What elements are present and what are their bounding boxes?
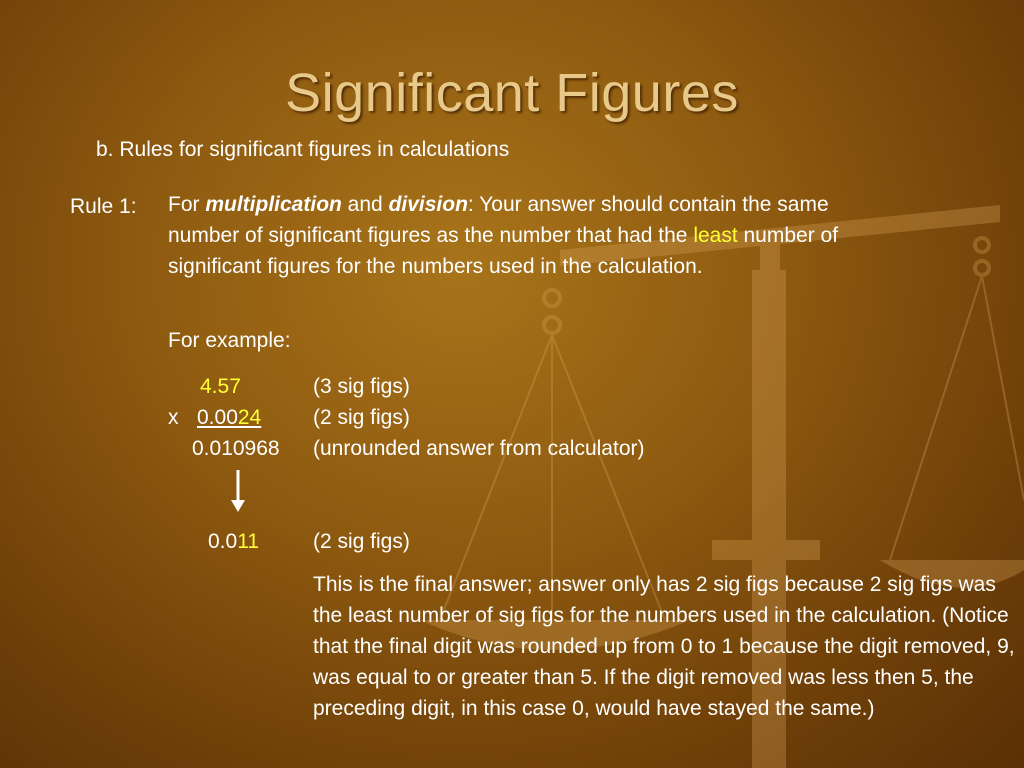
example-value-2 xyxy=(197,402,261,433)
rule-text-part: : Your answer should contain the same number of significant figures as the number that had the xyxy=(168,193,829,247)
slide-subtitle: b. Rules for significant figures in calculations xyxy=(96,138,510,161)
rule-term-multiplication: multiplication xyxy=(205,193,342,216)
example-value-3: 0.010968 xyxy=(192,437,280,460)
example-value-2-plain: 0.00 xyxy=(197,406,238,429)
example-result-plain: 0.0 xyxy=(208,530,238,553)
example-comment-1: (3 sig figs) xyxy=(313,375,410,398)
slide-title: Significant Figures xyxy=(285,63,739,123)
example-label: For example: xyxy=(168,329,291,352)
rule-text-part: For xyxy=(168,193,206,216)
example-result-highlight: 11 xyxy=(237,530,260,553)
rule-description xyxy=(168,189,898,282)
down-arrow-icon xyxy=(228,468,248,514)
example-comment-4: (2 sig figs) xyxy=(313,530,410,553)
example-comment-3: (unrounded answer from calculator) xyxy=(313,437,645,460)
rule-label: Rule 1: xyxy=(70,195,137,218)
example-value-1: 4.57 xyxy=(200,375,241,398)
example-result xyxy=(208,526,259,557)
rule-term-least: least xyxy=(693,224,738,247)
rule-text-part: and xyxy=(341,193,389,216)
rule-text-part: number of significant figures for the numbers used in the calculation. xyxy=(168,224,839,278)
multiply-sign: x xyxy=(168,406,179,429)
final-explanation: This is the final answer; answer only has 2 sig figs because 2 sig figs was the least number of sig figs for the numbers used in the calculation. (Notice that the final digit was rounded up from 0 to 1 because the digit removed, 9, was equal to or greater than 5. If the digit removed was less then 5, the preceding digit, in this case 0, would have stayed the same.) xyxy=(313,573,1015,720)
example-value-2-highlight: 24 xyxy=(237,406,262,429)
rule-term-division: division xyxy=(388,193,468,216)
example-comment-2: (2 sig figs) xyxy=(313,406,410,429)
